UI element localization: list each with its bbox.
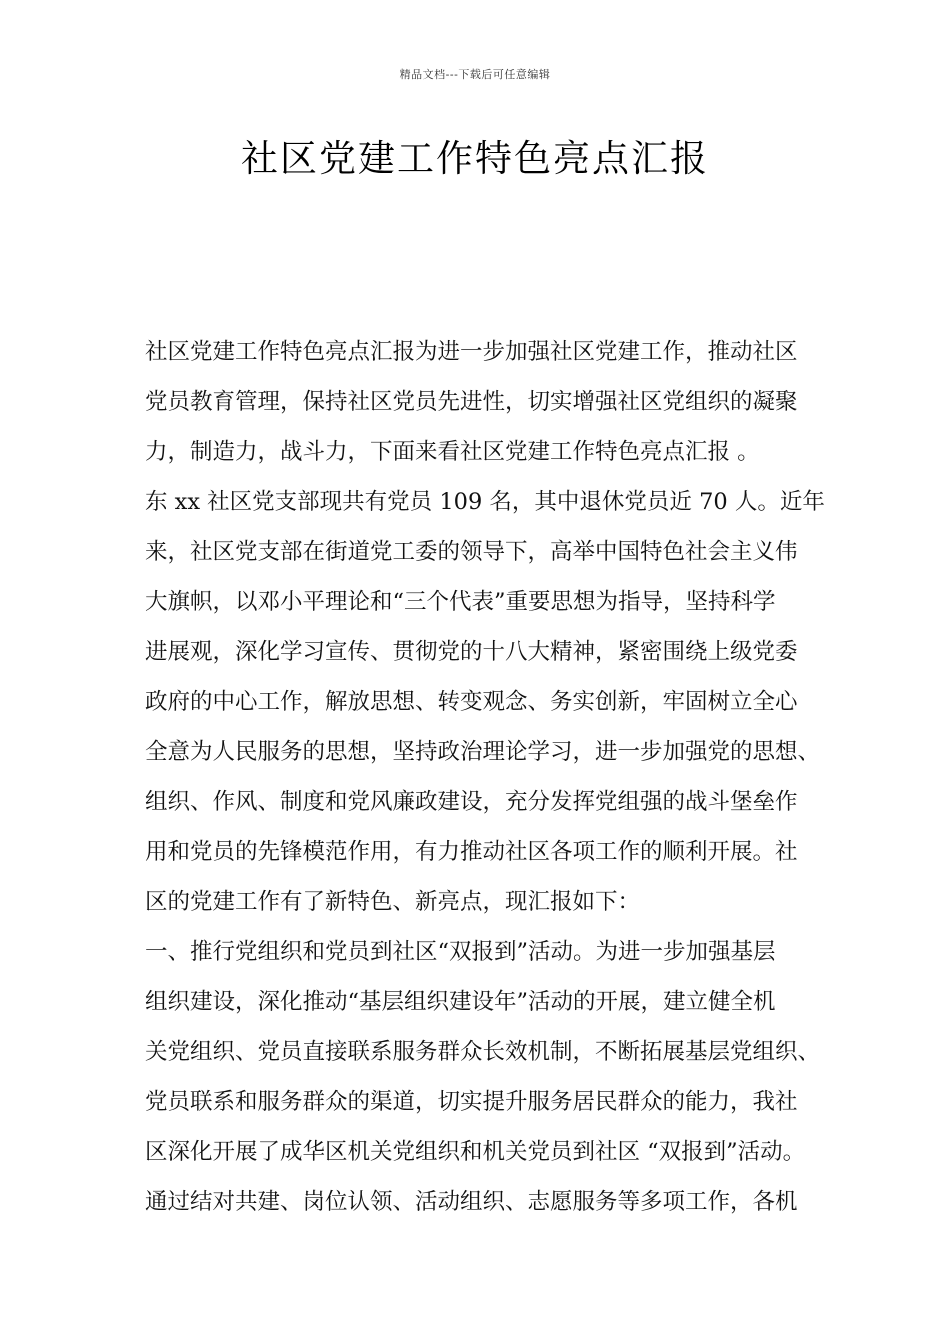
body-line: 区的党建工作有了新特色、新亮点，现汇报如下：	[145, 889, 641, 915]
header-note: 精品文档---下载后可任意编辑	[399, 68, 551, 81]
body-line: 一、推行党组织和党员到社区“双报到”活动。为进一步加强基层	[145, 939, 776, 965]
body-line: 东 xx 社区党支部现共有党员 109 名，其中退休党员近 70 人。近年	[145, 489, 825, 515]
body-line: 区深化开展了成华区机关党组织和机关党员到社区 “双报到”活动。	[145, 1139, 806, 1165]
body-line: 用和党员的先锋模范作用，有力推动社区各项工作的顺利开展。社	[145, 839, 798, 865]
body-line: 全意为人民服务的思想，坚持政治理论学习，进一步加强党的思想、	[145, 739, 821, 765]
body-line: 社区党建工作特色亮点汇报为进一步加强社区党建工作，推动社区	[145, 339, 798, 365]
body-line: 大旗帜，以邓小平理论和“三个代表”重要思想为指导，坚持科学	[145, 589, 776, 615]
body-line: 力，制造力，战斗力，下面来看社区党建工作特色亮点汇报 。	[145, 439, 760, 465]
body-line: 政府的中心工作，解放思想、转变观念、务实创新，牢固树立全心	[145, 689, 798, 715]
body-line: 来，社区党支部在街道党工委的领导下，高举中国特色社会主义伟	[145, 539, 798, 565]
document-body	[145, 327, 825, 1227]
body-line: 党员教育管理，保持社区党员先进性，切实增强社区党组织的凝聚	[145, 389, 798, 415]
body-line: 通过结对共建、岗位认领、活动组织、志愿服务等多项工作，各机	[145, 1189, 798, 1215]
body-line: 进展观，深化学习宣传、贯彻党的十八大精神，紧密围绕上级党委	[145, 639, 798, 665]
body-line: 组织、作风、制度和党风廉政建设，充分发挥党组强的战斗堡垒作	[145, 789, 798, 815]
body-line: 关党组织、党员直接联系服务群众长效机制，不断拓展基层党组织、	[145, 1039, 821, 1065]
document-title: 社区党建工作特色亮点汇报	[241, 137, 709, 180]
body-line: 组织建设，深化推动“基层组织建设年”活动的开展，建立健全机	[145, 989, 776, 1015]
body-line: 党员联系和服务群众的渠道，切实提升服务居民群众的能力，我社	[145, 1089, 798, 1115]
